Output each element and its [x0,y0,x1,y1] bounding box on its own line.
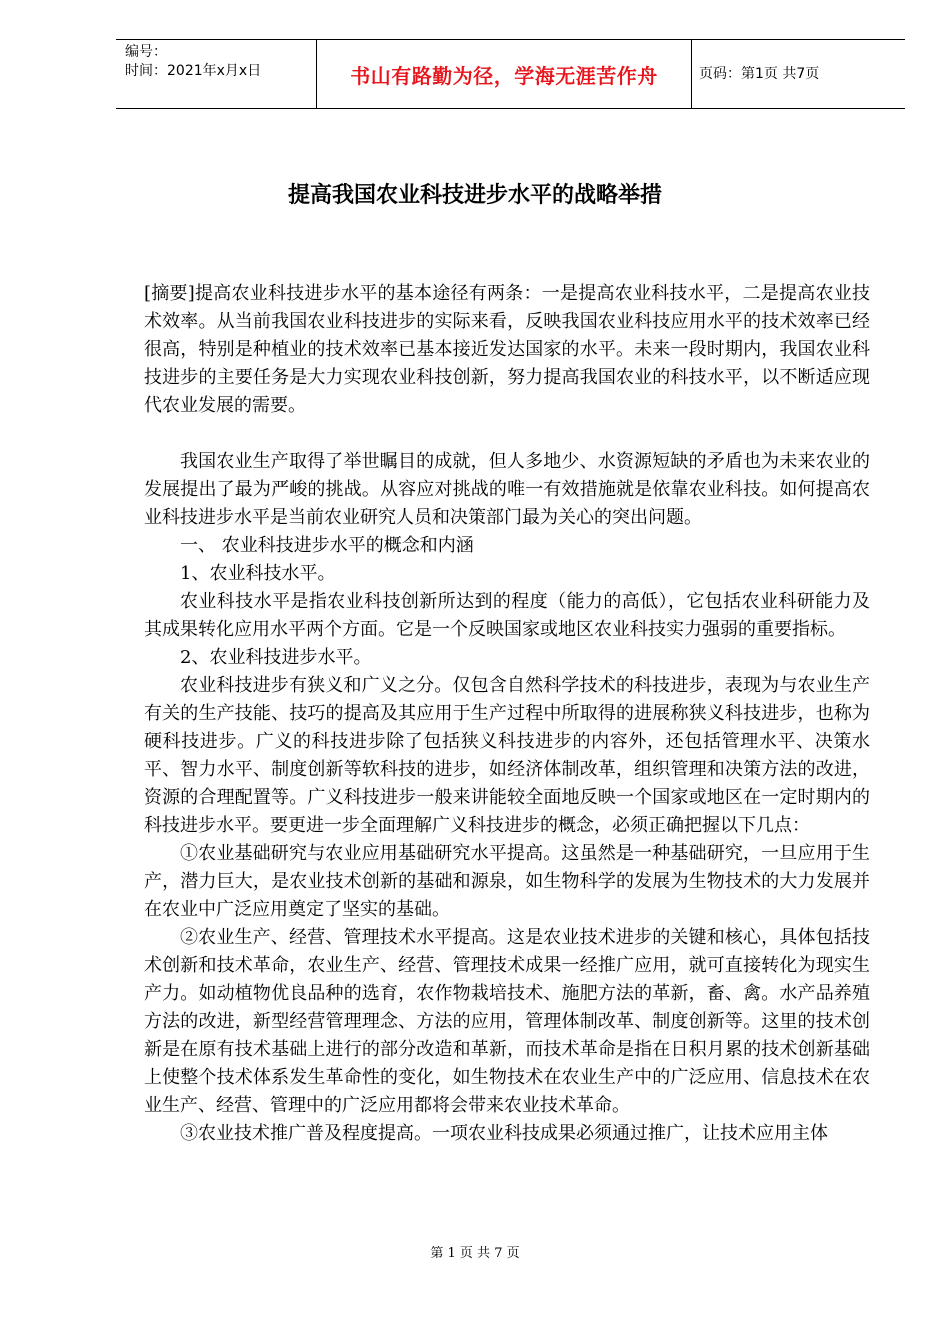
list-item: ③农业技术推广普及程度提高。一项农业科技成果必须通过推广，让技术应用主体 [180,1123,828,1144]
body-paragraph: 农业科技水平是指农业科技创新所达到的程度（能力的高低），它包括农业科研能力及其成果转化应用水平两个方面。它是一个反映国家或地区农业科技实力强弱的重要指标。 [144,591,870,640]
page-footer: 第 1 页 共 7 页 [430,1246,520,1261]
header-info-cell [116,40,316,108]
document-title: 提高我国农业科技进步水平的战略举措 [287,182,662,208]
document-body [144,280,870,1148]
list-item: ①农业基础研究与农业应用基础研究水平提高。这虽然是一种基础研究，一旦应用于生产，潜力巨大，是农业技术创新的基础和源泉，如生物科学的发展为生物技术的大力发展并在农业中广泛应用奠定了坚实的基础。 [144,843,870,920]
document-time-label: 时间：2021年x月x日 [125,63,262,79]
body-paragraph: 农业科技进步有狭义和广义之分。仅包含自然科学技术的科技进步，表现为与农业生产有关的生产技能、技巧的提高及其应用于生产过程中所取得的进展称狭义科技进步，也称为硬科技进步。广义的科技进步除了包括狭义科技进步的内容外，还包括管理水平、决策水平、智力水平、制度创新等软科技的进步，如经济体制改革，组织管理和决策方法的改进，资源的合理配置等。广义科技进步一般来讲能较全面地反映一个国家或地区在一定时期内的科技进步水平。要更进一步全面理解广义科技进步的概念，必须正确把握以下几点： [144,675,870,836]
abstract-paragraph: [摘要]提高农业科技进步水平的基本途径有两条：一是提高农业科技水平，二是提高农业技术效率。从当前我国农业科技进步的实际来看，反映我国农业科技应用水平的技术效率已经很高，特别是种植业的技术效率已基本接近发达国家的水平。未来一段时期内，我国农业科技进步的主要任务是大力实现农业科技创新，努力提高我国农业的科技水平，以不断适应现代农业发展的需要。 [144,283,870,416]
document-number-label: 编号： [125,44,167,60]
motto-text: 书山有路勤为径，学海无涯苦作舟 [350,64,658,88]
body-paragraph: 我国农业生产取得了举世瞩目的成就，但人多地少、水资源短缺的矛盾也为未来农业的发展提出了最为严峻的挑战。从容应对挑战的唯一有效措施就是依靠农业科技。如何提高农业科技进步水平是当前农业研究人员和决策部门最为关心的突出问题。 [144,451,870,528]
header-page-cell [691,40,905,108]
header-table [116,39,905,109]
section-heading: 一、 农业科技进步水平的概念和内涵 [180,535,474,556]
page-info-label: 页码：第1页 共7页 [699,66,820,82]
subsection-heading: 1、农业科技水平。 [180,563,336,584]
header-motto-cell [316,40,692,108]
list-item: ②农业生产、经营、管理技术水平提高。这是农业技术进步的关键和核心，具体包括技术创新和技术革命，农业生产、经营、管理技术成果一经推广应用，就可直接转化为现实生产力。如动植物优良品种的选育，农作物栽培技术、施肥方法的革新，畜、禽。水产品养殖方法的改进，新型经营管理理念、方法的应用，管理体制改革、制度创新等。这里的技术创新是在原有技术基础上进行的部分改造和革新，而技术革命是指在日积月累的技术创新基础上使整个技术体系发生革命性的变化，如生物技术在农业生产中的广泛应用、信息技术在农业生产、经营、管理中的广泛应用都将会带来农业技术革命。 [144,927,870,1116]
subsection-heading: 2、农业科技进步水平。 [180,647,372,668]
